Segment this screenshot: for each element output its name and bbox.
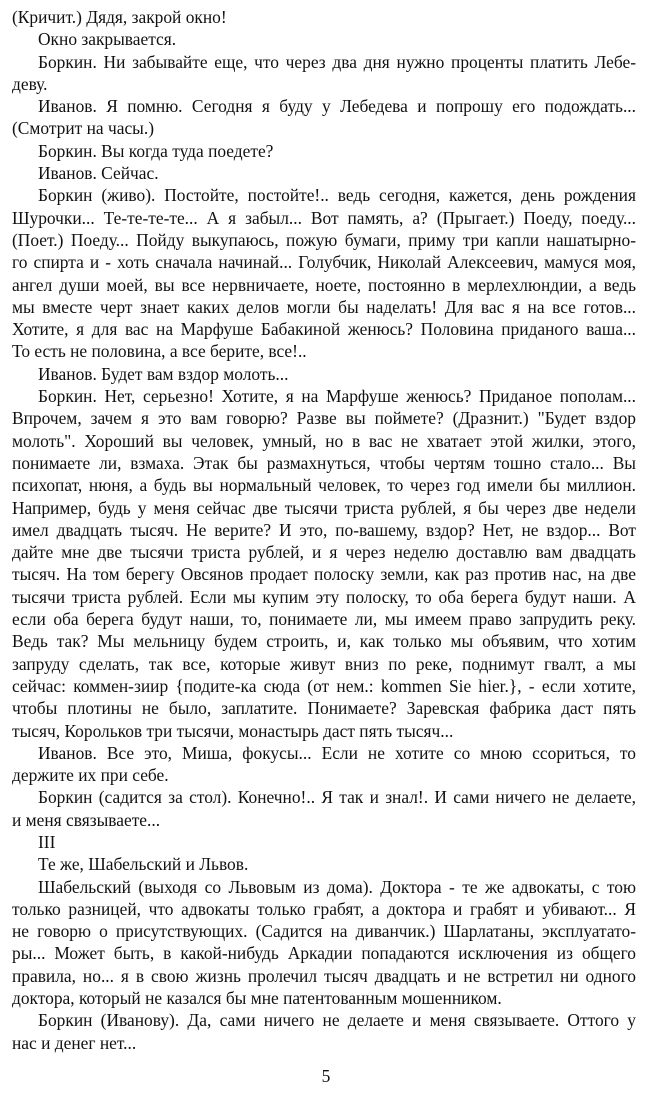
text-line: тысяч, Корольков три тысячи, монастырь даст пять тысяч... [12, 720, 454, 741]
text-line: ангел души моей, вы все нервничаете, ноете, постоянно в мерлехлюндии, а ведь [12, 274, 636, 295]
text-line: Окно закрывается. [38, 29, 177, 50]
text-line: если оба берега будут наши, то, понимаете ли, мы имеем право запрудить реку. [12, 609, 636, 630]
text-line: Иванов. Сейчас. [38, 163, 159, 184]
text-line: Боркин. Нет, серьезно! Хотите, я на Марфуше женюсь? Приданое пополам... [38, 386, 636, 407]
text-line: только разницей, что адвокаты только грабят, а доктора и грабят и убивают... Я [12, 898, 636, 919]
play-text-body [12, 6, 636, 1054]
text-line: Иванов. Все это, Миша, фокусы... Если не хотите со мною ссориться, то [38, 742, 636, 763]
text-line: психопат, нюня, а будь вы нормальный человек, то через год имели бы миллион. [12, 475, 636, 496]
text-line: Боркин (садится за стол). Конечно!.. Я так и знал!. И сами ничего не делаете, [38, 787, 636, 808]
text-line: ры... Может быть, в какой-нибудь Аркадии попадаются исключения из общего [12, 943, 636, 964]
text-line: Боркин. Ни забывайте еще, что через два дня нужно проценты платить Лебе- [38, 51, 636, 72]
text-line: III [38, 831, 56, 852]
text-line: Например, будь у меня сейчас две тысячи триста рублей, я бы через две недели [12, 497, 636, 518]
text-line: Боркин (живо). Постойте, постойте!.. ведь сегодня, кажется, день рождения [38, 185, 636, 206]
text-line: Боркин. Вы когда туда поедете? [38, 140, 274, 161]
text-line: чтобы плотины не было, заплатите. Понимаете? Заревская фабрика даст пять [12, 698, 636, 719]
text-line: го спирта и - хоть сначала начинай... Голубчик, Николай Алексеевич, мамуся моя, [12, 252, 636, 273]
text-line: (Поет.) Поеду... Пойду выкупаюсь, пожую бумаги, приму три капли нашатырно- [12, 229, 636, 250]
text-line: держите их при себе. [12, 765, 169, 786]
text-line: Шабельский (выходя со Львовым из дома). Доктора - те же адвокаты, с тою [38, 876, 636, 897]
text-line: молоть". Хороший вы человек, умный, но в вас не хватает этой жилки, этого, [12, 430, 636, 451]
text-line: запруду сделать, так все, которые живут вниз по реке, поднимут гвалт, а мы [12, 653, 636, 674]
text-line: дайте мне две тысячи триста рублей, и я через неделю доставлю вам двадцать [12, 542, 636, 563]
text-line: деву. [12, 73, 48, 94]
text-line: Иванов. Будет вам вздор молоть... [38, 363, 289, 384]
text-line: Ведь так? Мы мельницу будем строить, и, как только мы объявим, что хотим [12, 631, 636, 652]
text-line: доктора, который не казался бы мне патентованным мошенником. [12, 988, 502, 1009]
text-line: Хотите, я для вас на Марфуше Бабакиной женюсь? Половина приданого ваша... [12, 319, 636, 340]
text-line: То есть не половина, а все берите, все!.. [12, 341, 307, 362]
text-line: Впрочем, зачем я это вам говорю? Разве вы поймете? (Дразнит.) "Будет вздор [12, 408, 636, 429]
text-line: Шурочки... Те-те-те-те... А я забыл... Вот память, а? (Прыгает.) Поеду, поеду... [12, 207, 636, 228]
text-line: (Смотрит на часы.) [12, 118, 155, 139]
text-line: мы вместе черт знает каких делов могли бы наделать! Для вас я на все готов... [12, 296, 636, 317]
text-line: тысяч. На том берегу Овсянов продает полоску земли, как раз против нас, на две [12, 564, 636, 585]
text-line: нас и денег нет... [12, 1032, 137, 1053]
text-line: не говорю о присутствующих. (Садится на диванчик.) Шарлатаны, эксплуатато- [12, 921, 636, 942]
text-line: сейчас: коммен-зиир {подите-ка сюда (от нем.: kommen Sie hier.}, - если хотите, [12, 675, 636, 696]
text-line: правила, но... я в свою жизнь пролечил тысяч двадцать и не встретил ни одного [12, 965, 636, 986]
text-line: Те же, Шабельский и Львов. [38, 854, 249, 875]
text-line: Боркин (Иванову). Да, сами ничего не делаете и меня связываете. Оттого у [38, 1010, 636, 1031]
text-line: (Кричит.) Дядя, закрой окно! [12, 7, 227, 27]
text-line: имел двадцать тысяч. Не верите? И это, по-вашему, вздор? Нет, не вздор... Вот [12, 519, 636, 540]
page-number: 5 [321, 1066, 331, 1086]
text-line: и меня связываете... [12, 809, 161, 830]
text-line: понимаете ли, взмаха. Этак бы размахнуться, чтобы чертям тошно стало... Вы [12, 452, 636, 473]
text-line: Иванов. Я помню. Сегодня я буду у Лебедева и попрошу его подождать... [38, 96, 636, 117]
text-line: тысячи триста рублей. Если мы купим эту полоску, то оба берега будут наши. А [12, 586, 636, 607]
